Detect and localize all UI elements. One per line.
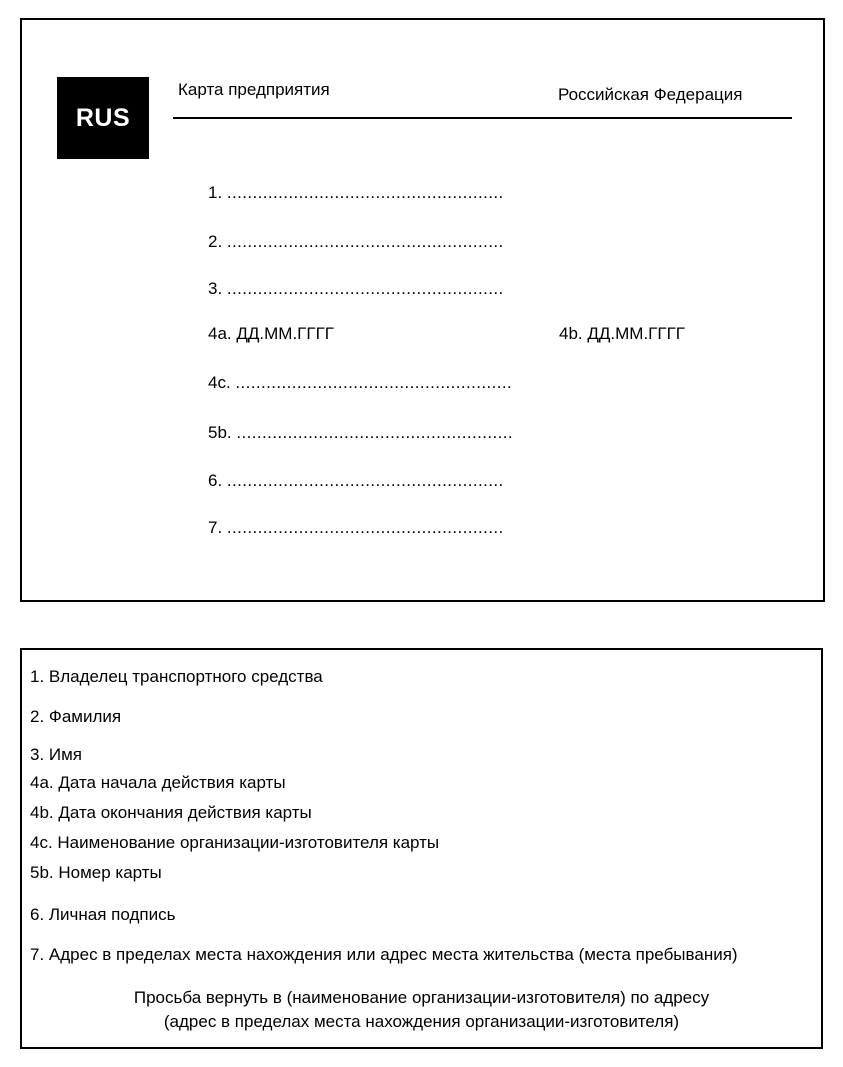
field-4b	[559, 324, 685, 344]
field-4b-number: 4b.	[559, 324, 583, 343]
field-5b-value: ......................................................	[236, 423, 514, 442]
field-2	[208, 232, 504, 252]
field-6	[208, 471, 504, 491]
legend-item: 5b. Номер карты	[30, 863, 162, 882]
return-instructions	[22, 986, 821, 1034]
header-divider	[173, 117, 792, 119]
field-4a	[208, 324, 334, 344]
legend-item: 7. Адрес в пределах места нахождения или адрес места жительства (места пребывания)	[30, 945, 738, 964]
card-back	[20, 648, 823, 1049]
return-instructions-line-1: Просьба вернуть в (наименование организации-изготовителя) по адресу	[133, 988, 710, 1007]
field-5b	[208, 423, 513, 443]
field-2-number: 2.	[208, 232, 223, 251]
field-7-number: 7.	[208, 518, 223, 537]
return-instructions-line-2: (адрес в пределах места нахождения организации-изготовителя)	[163, 1012, 680, 1031]
field-6-number: 6.	[208, 471, 223, 490]
legend-item: 1. Владелец транспортного средства	[30, 667, 323, 686]
field-4b-value: ДД.ММ.ГГГГ	[587, 324, 685, 343]
legend-item: 4a. Дата начала действия карты	[30, 773, 286, 792]
field-7-value: ......................................................	[226, 518, 504, 537]
field-3-value: ......................................................	[226, 279, 504, 298]
legend-item: 4c. Наименование организации-изготовителя карты	[30, 833, 440, 852]
field-5b-number: 5b.	[208, 423, 232, 442]
field-4c-value: ......................................................	[235, 373, 513, 392]
country-code-label: RUS	[75, 103, 131, 132]
field-1	[208, 183, 504, 203]
card-title: Карта предприятия	[178, 80, 330, 99]
field-6-value: ......................................................	[226, 471, 504, 490]
field-3	[208, 279, 504, 299]
country-name: Российская Федерация	[558, 85, 743, 104]
field-4c	[208, 373, 512, 393]
field-7	[208, 518, 504, 538]
field-2-value: ......................................................	[226, 232, 504, 251]
field-1-number: 1.	[208, 183, 223, 202]
legend-item: 4b. Дата окончания действия карты	[30, 803, 312, 822]
field-4a-value: ДД.ММ.ГГГГ	[236, 324, 334, 343]
field-4c-number: 4c.	[208, 373, 231, 392]
field-1-value: ......................................................	[226, 183, 504, 202]
legend-item: 3. Имя	[30, 745, 83, 764]
card-front	[20, 18, 825, 602]
legend-item: 6. Личная подпись	[30, 905, 176, 924]
legend-item: 2. Фамилия	[30, 707, 122, 726]
country-code-logo	[57, 77, 149, 159]
field-4a-number: 4a.	[208, 324, 232, 343]
field-3-number: 3.	[208, 279, 223, 298]
